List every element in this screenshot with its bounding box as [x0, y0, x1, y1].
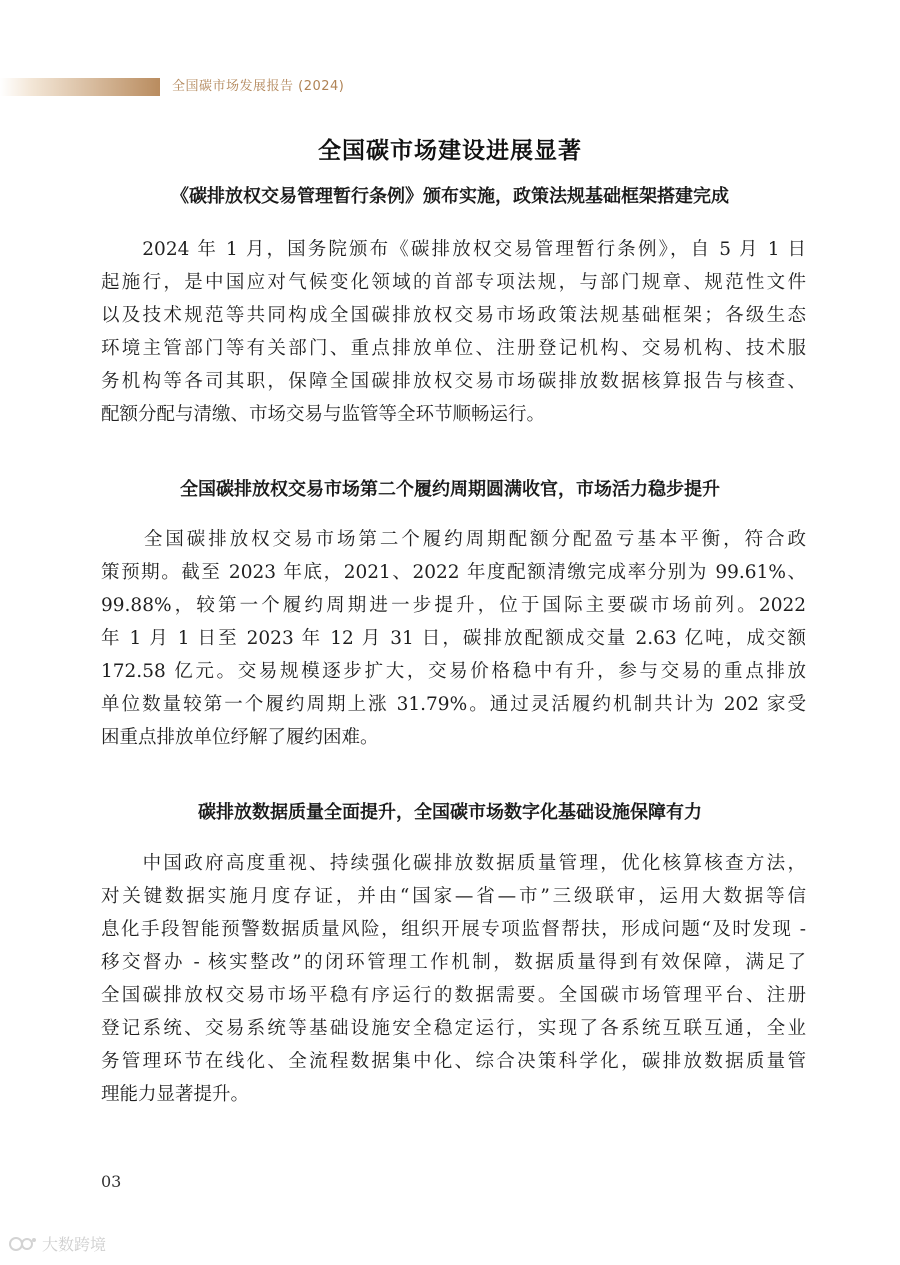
section-body-regulation — [101, 233, 806, 431]
header-decor-bar — [0, 78, 160, 96]
paragraph-line: 务管理环节在线化、全流程数据集中化、综合决策科学化，碳排放数据质量管 — [101, 1051, 806, 1072]
paragraph-line: 172.58 亿元。交易规模逐步扩大，交易价格稳中有升，参与交易的重点排放 — [101, 661, 806, 682]
paragraph-line: 移交督办 - 核实整改”的闭环管理工作机制，数据质量得到有效保障，满足了 — [101, 952, 806, 973]
section-body-data-quality — [101, 847, 806, 1111]
paragraph-line: 策预期。截至 2023 年底，2021、2022 年度配额清缴完成率分别为 99.61%、 — [101, 562, 806, 583]
section-heading-data-quality: 碳排放数据质量全面提升，全国碳市场数字化基础设施保障有力 — [198, 802, 702, 823]
paragraph-line: 理能力显著提升。 — [101, 1084, 250, 1105]
paragraph-line: 99.88%，较第一个履约周期进一步提升，位于国际主要碳市场前列。2022 — [101, 595, 806, 616]
paragraph-line: 全国碳排放权交易市场第二个履约周期配额分配盈亏基本平衡，符合政 — [101, 529, 806, 550]
paragraph-line: 单位数量较第一个履约周期上涨 31.79%。通过灵活履约机制共计为 202 家受 — [101, 694, 806, 715]
paragraph-line: 年 1 月 1 日至 2023 年 12 月 31 日，碳排放配额成交量 2.63 亿吨，成交额 — [101, 628, 806, 649]
paragraph-line: 全国碳排放权交易市场平稳有序运行的数据需要。全国碳市场管理平台、注册 — [101, 985, 806, 1006]
running-header: 全国碳市场发展报告 (2024) — [172, 79, 345, 94]
paragraph-line: 息化手段智能预警数据质量风险，组织开展专项监督帮扶，形成问题“及时发现 - — [101, 919, 806, 940]
paragraph-line: 起施行，是中国应对气候变化领域的首部专项法规，与部门规章、规范性文件 — [101, 272, 806, 293]
paragraph-line: 2024 年 1 月，国务院颁布《碳排放权交易管理暂行条例》，自 5 月 1 日 — [101, 239, 806, 260]
watermark-text: 大数跨境 — [42, 1235, 107, 1254]
paragraph-line: 配额分配与清缴、市场交易与监管等全环节顺畅运行。 — [101, 404, 546, 425]
paragraph-line: 务机构等各司其职，保障全国碳排放权交易市场碳排放数据核算报告与核查、 — [101, 371, 806, 392]
watermark — [8, 1232, 106, 1255]
paragraph-line: 以及技术规范等共同构成全国碳排放权交易市场政策法规基础框架；各级生态 — [101, 305, 806, 326]
paragraph-line: 登记系统、交易系统等基础设施安全稳定运行，实现了各系统互联互通，全业 — [101, 1018, 806, 1039]
paragraph-line: 对关键数据实施月度存证，并由“国家—省—市”三级联审，运用大数据等信 — [101, 886, 806, 907]
section-heading-regulation: 《碳排放权交易管理暂行条例》颁布实施，政策法规基础框架搭建完成 — [171, 186, 729, 207]
watermark-logo-icon — [8, 1233, 38, 1255]
section-heading-compliance-cycle: 全国碳排放权交易市场第二个履约周期圆满收官，市场活力稳步提升 — [180, 479, 720, 500]
paragraph-line: 环境主管部门等有关部门、重点排放单位、注册登记机构、交易机构、技术服 — [101, 338, 806, 359]
page-number: 03 — [101, 1172, 122, 1191]
section-body-compliance-cycle — [101, 523, 806, 754]
page-title: 全国碳市场建设进展显著 — [318, 138, 582, 164]
paragraph-line: 困重点排放单位纾解了履约困难。 — [101, 727, 379, 748]
paragraph-line: 中国政府高度重视、持续强化碳排放数据质量管理，优化核算核查方法， — [101, 853, 806, 874]
